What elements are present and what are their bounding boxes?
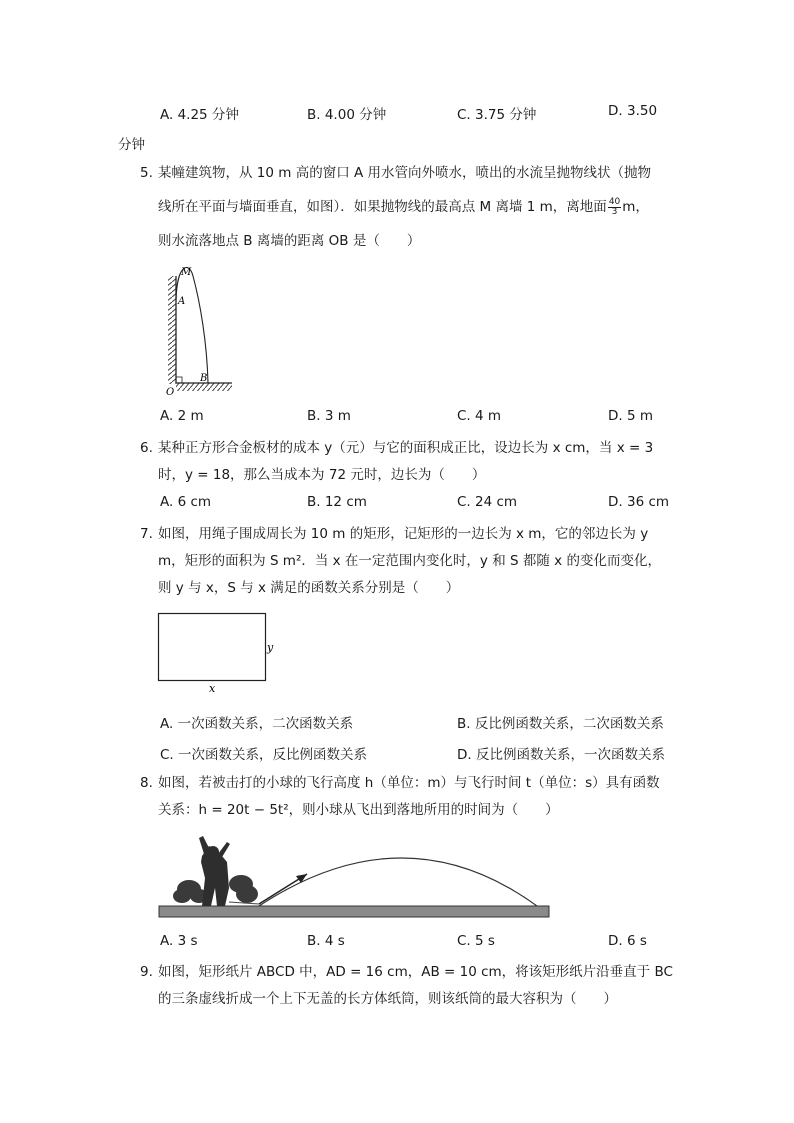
q6-option-c[interactable]: C. 24 cm (457, 494, 518, 510)
q5-text-line2a: 线所在平面与墙面垂直，如图）．如果抛物线的最高点 M 离墙 1 m，离地面 (158, 199, 607, 215)
label-o: O (166, 387, 175, 398)
q5-option-d[interactable]: D. 5 m (608, 408, 654, 424)
golfer-silhouette (199, 836, 230, 906)
q5-option-c[interactable]: C. 4 m (457, 408, 502, 424)
label-y: y (267, 641, 274, 654)
label-x: x (209, 682, 216, 695)
q7-figure (155, 610, 285, 696)
q7-option-a[interactable]: A. 一次函数关系，二次函数关系 (160, 716, 354, 732)
label-b: B (200, 373, 208, 384)
q8-option-b[interactable]: B. 4 s (307, 933, 345, 949)
q8-text-line2: 关系：h = 20t − 5t²，则小球从飞出到落地所用的时间为（ ） (158, 802, 559, 818)
q6-number: 6. (140, 440, 153, 456)
q5-fraction: $\frac{40}{3}$ (608, 196, 621, 217)
q9-text-line2: 的三条虚线折成一个上下无盖的长方体纸筒，则该纸筒的最大容积为（ ） (158, 991, 617, 1007)
q4-option-c[interactable]: C. 3.75 分钟 (457, 107, 537, 123)
water-parabola (176, 267, 208, 383)
ground-strip (159, 906, 549, 917)
q4-option-a[interactable]: A. 4.25 分钟 (160, 107, 239, 123)
q7-option-b[interactable]: B. 反比例函数关系，二次函数关系 (457, 716, 664, 732)
q7-number: 7. (140, 526, 153, 542)
q6-text-line2: 时，y = 18，那么当成本为 72 元时，边长为（ ） (158, 467, 486, 483)
q7-text-line2: m，矩形的面积为 S m²．当 x 在一定范围内变化时，y 和 S 都随 x 的变化而变化， (158, 553, 661, 569)
label-m: M (181, 267, 192, 278)
q5-option-b[interactable]: B. 3 m (307, 408, 351, 424)
q5-text-line2 (158, 197, 649, 217)
q8-figure (155, 832, 555, 922)
ball-flight-arc (259, 858, 537, 906)
q5-option-a[interactable]: A. 2 m (160, 408, 204, 424)
q7-text-line1: 如图，用绳子围成周长为 10 m 的矩形，记矩形的一边长为 x m，它的邻边长为 y (158, 526, 649, 542)
q8-number: 8. (140, 775, 153, 791)
q5-text-line3: 则水流落地点 B 离墙的距离 OB 是（ ） (158, 233, 421, 249)
q6-option-a[interactable]: A. 6 cm (160, 494, 212, 510)
q8-option-a[interactable]: A. 3 s (160, 933, 198, 949)
label-a: A (178, 296, 186, 307)
q7-option-c[interactable]: C. 一次函数关系，反比例函数关系 (160, 747, 368, 763)
q9-text-line1: 如图，矩形纸片 ABCD 中，AD = 16 cm，AB = 10 cm，将该矩形纸片沿垂直于 BC (158, 964, 673, 980)
q8-option-c[interactable]: C. 5 s (457, 933, 495, 949)
q5-figure (160, 262, 240, 398)
q5-number: 5. (140, 165, 153, 181)
q4-option-d-wrap: 分钟 (118, 137, 145, 153)
q6-text-line1: 某种正方形合金板材的成本 y（元）与它的面积成正比，设边长为 x cm，当 x = 3 (158, 440, 654, 456)
q6-option-b[interactable]: B. 12 cm (307, 494, 367, 510)
q7-text-line3: 则 y 与 x，S 与 x 满足的函数关系分别是（ ） (158, 580, 460, 596)
q7-option-d[interactable]: D. 反比例函数关系，一次函数关系 (457, 747, 665, 763)
q5-text-line2b: m， (622, 199, 649, 215)
wall-hatch (168, 276, 176, 384)
q8-text-line1: 如图，若被击打的小球的飞行高度 h（单位：m）与飞行时间 t（单位：s）具有函数 (158, 775, 660, 791)
q6-option-d[interactable]: D. 36 cm (608, 494, 670, 510)
right-angle-mark (176, 377, 182, 383)
rectangle (159, 614, 266, 681)
ground-hatch (176, 383, 232, 391)
q5-text-line1: 某幢建筑物，从 10 m 高的窗口 A 用水管向外喷水，喷出的水流呈抛物线状（抛物 (158, 165, 652, 181)
q4-option-d[interactable]: D. 3.50 (608, 103, 658, 119)
q8-option-d[interactable]: D. 6 s (608, 933, 647, 949)
q4-option-b[interactable]: B. 4.00 分钟 (307, 107, 387, 123)
q9-number: 9. (140, 964, 153, 980)
